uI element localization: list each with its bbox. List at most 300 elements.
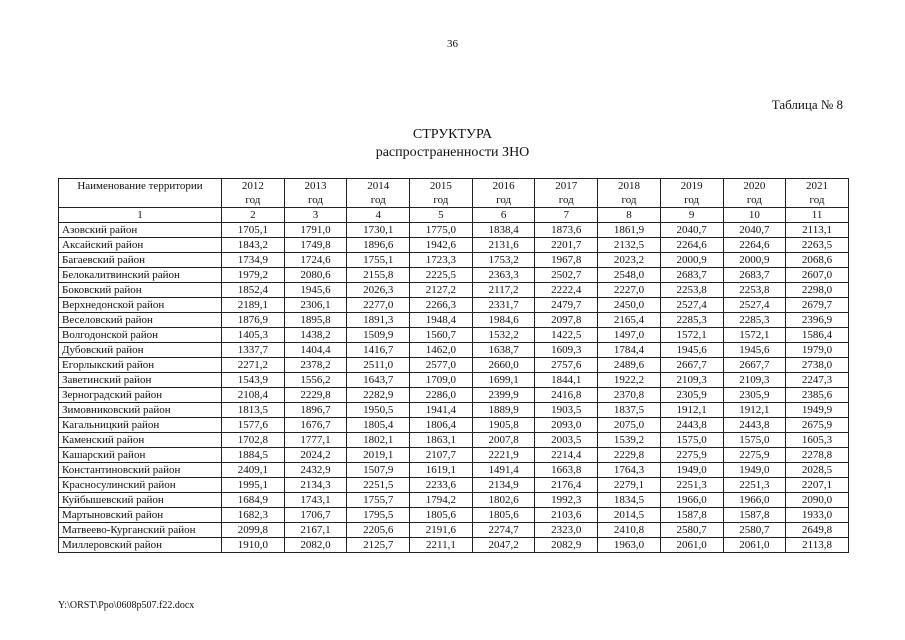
table-cell: 2107,7 [410, 448, 473, 463]
table-cell: 2007,8 [472, 433, 535, 448]
table-cell: 2099,8 [222, 523, 285, 538]
year-suffix: год [809, 194, 825, 206]
table-cell: 1643,7 [347, 373, 410, 388]
table-cell: 1684,9 [222, 493, 285, 508]
table-row [59, 238, 849, 253]
territory-name: Багаевский район [59, 253, 222, 268]
table-cell: 2683,7 [660, 268, 723, 283]
table-cell: 2282,9 [347, 388, 410, 403]
table-cell: 2109,3 [660, 373, 723, 388]
table-cell: 2323,0 [535, 523, 598, 538]
table-cell: 2548,0 [598, 268, 661, 283]
territory-name: Кагальницкий район [59, 418, 222, 433]
table-cell: 1838,4 [472, 223, 535, 238]
table-cell: 1945,6 [723, 343, 786, 358]
table-cell: 1805,6 [472, 508, 535, 523]
table-row [59, 463, 849, 478]
table-cell: 2134,3 [284, 478, 347, 493]
table-cell: 1543,9 [222, 373, 285, 388]
table-cell: 1682,3 [222, 508, 285, 523]
territory-name: Каменский район [59, 433, 222, 448]
table-cell: 2275,9 [723, 448, 786, 463]
year-suffix: год [496, 194, 512, 206]
data-table [58, 178, 849, 553]
table-cell: 2167,1 [284, 523, 347, 538]
table-cell: 2607,0 [786, 268, 849, 283]
territory-name: Волгодонской район [59, 328, 222, 343]
table-row [59, 373, 849, 388]
table-cell: 2134,9 [472, 478, 535, 493]
table-cell: 2278,8 [786, 448, 849, 463]
table-cell: 2416,8 [535, 388, 598, 403]
table-cell: 2090,0 [786, 493, 849, 508]
territory-name: Белокалитвинский район [59, 268, 222, 283]
table-cell: 1992,3 [535, 493, 598, 508]
table-cell: 1723,3 [410, 253, 473, 268]
table-cell: 1784,4 [598, 343, 661, 358]
table-cell: 1802,1 [347, 433, 410, 448]
table-cell: 1933,0 [786, 508, 849, 523]
column-number: 3 [284, 208, 347, 223]
year-header [347, 179, 410, 208]
table-cell: 1941,4 [410, 403, 473, 418]
table-row [59, 388, 849, 403]
column-number: 8 [598, 208, 661, 223]
table-cell: 1749,8 [284, 238, 347, 253]
year-suffix: год [245, 194, 261, 206]
table-cell: 2286,0 [410, 388, 473, 403]
table-cell: 1422,5 [535, 328, 598, 343]
table-cell: 1416,7 [347, 343, 410, 358]
territory-name: Миллеровский район [59, 538, 222, 553]
territory-name: Зимовниковский район [59, 403, 222, 418]
year-suffix: год [558, 194, 574, 206]
table-cell: 1491,4 [472, 463, 535, 478]
column-number: 2 [222, 208, 285, 223]
table-subtitle: распространенности ЗНО [375, 145, 530, 160]
table-cell: 2000,9 [660, 253, 723, 268]
table-cell: 1979,0 [786, 343, 849, 358]
table-cell: 1337,7 [222, 343, 285, 358]
table-row [59, 478, 849, 493]
table-cell: 2279,1 [598, 478, 661, 493]
table-cell: 2233,6 [410, 478, 473, 493]
table-cell: 1861,9 [598, 223, 661, 238]
table-cell: 2132,5 [598, 238, 661, 253]
table-cell: 2247,3 [786, 373, 849, 388]
table-cell: 1912,1 [723, 403, 786, 418]
table-row [59, 403, 849, 418]
table-row [59, 358, 849, 373]
territory-name: Заветинский район [59, 373, 222, 388]
table-cell: 1876,9 [222, 313, 285, 328]
table-cell: 2189,1 [222, 298, 285, 313]
table-cell: 1889,9 [472, 403, 535, 418]
table-cell: 2580,7 [660, 523, 723, 538]
table-cell: 1572,1 [723, 328, 786, 343]
table-cell: 1777,1 [284, 433, 347, 448]
table-row [59, 268, 849, 283]
table-cell: 1795,5 [347, 508, 410, 523]
territory-name: Матвеево-Курганский район [59, 523, 222, 538]
table-cell: 1509,9 [347, 328, 410, 343]
table-cell: 1852,4 [222, 283, 285, 298]
table-row [59, 433, 849, 448]
table-cell: 2271,2 [222, 358, 285, 373]
year-label: 2015 [429, 180, 452, 192]
table-cell: 2409,1 [222, 463, 285, 478]
table-cell: 2251,5 [347, 478, 410, 493]
table-cell: 2117,2 [472, 283, 535, 298]
table-cell: 2061,0 [723, 538, 786, 553]
table-cell: 1755,1 [347, 253, 410, 268]
table-cell: 1884,5 [222, 448, 285, 463]
table-cell: 1834,5 [598, 493, 661, 508]
table-cell: 2176,4 [535, 478, 598, 493]
table-cell: 1497,0 [598, 328, 661, 343]
table-cell: 2225,5 [410, 268, 473, 283]
table-cell: 2443,8 [723, 418, 786, 433]
table-cell: 2399,9 [472, 388, 535, 403]
year-label: 2020 [743, 180, 766, 192]
year-suffix: год [433, 194, 449, 206]
table-cell: 1802,6 [472, 493, 535, 508]
table-cell: 1663,8 [535, 463, 598, 478]
table-cell: 2061,0 [660, 538, 723, 553]
table-cell: 2363,3 [472, 268, 535, 283]
table-cell: 2214,4 [535, 448, 598, 463]
table-cell: 2667,7 [660, 358, 723, 373]
year-label: 2014 [367, 180, 390, 192]
table-cell: 1605,3 [786, 433, 849, 448]
table-cell: 2266,3 [410, 298, 473, 313]
table-cell: 1966,0 [723, 493, 786, 508]
year-label: 2012 [241, 180, 264, 192]
table-cell: 2082,9 [535, 538, 598, 553]
table-cell: 2014,5 [598, 508, 661, 523]
table-cell: 1702,8 [222, 433, 285, 448]
table-cell: 1462,0 [410, 343, 473, 358]
table-cell: 2253,8 [723, 283, 786, 298]
table-row [59, 493, 849, 508]
table-cell: 2432,9 [284, 463, 347, 478]
table-cell: 1863,1 [410, 433, 473, 448]
table-cell: 2109,3 [723, 373, 786, 388]
table-cell: 1532,2 [472, 328, 535, 343]
table-cell: 1730,1 [347, 223, 410, 238]
table-cell: 1912,1 [660, 403, 723, 418]
territory-name: Красносулинский район [59, 478, 222, 493]
table-cell: 1560,7 [410, 328, 473, 343]
column-number: 5 [410, 208, 473, 223]
header-row [59, 179, 849, 208]
table-cell: 2264,6 [723, 238, 786, 253]
table-cell: 1586,4 [786, 328, 849, 343]
table-cell: 2093,0 [535, 418, 598, 433]
table-cell: 1895,8 [284, 313, 347, 328]
column-number: 6 [472, 208, 535, 223]
table-cell: 1587,8 [660, 508, 723, 523]
year-header [786, 179, 849, 208]
table-cell: 2479,7 [535, 298, 598, 313]
year-label: 2018 [617, 180, 640, 192]
table-cell: 1709,0 [410, 373, 473, 388]
table-cell: 2113,1 [786, 223, 849, 238]
year-label: 2019 [680, 180, 703, 192]
footer-file-path: Y:\ORST\Ppo\0608p507.f22.docx [58, 600, 195, 611]
table-row [59, 523, 849, 538]
page-number: 36 [447, 38, 458, 50]
table-cell: 1753,2 [472, 253, 535, 268]
table-cell: 2227,0 [598, 283, 661, 298]
table-cell: 1577,6 [222, 418, 285, 433]
table-cell: 1896,6 [347, 238, 410, 253]
table-cell: 2082,0 [284, 538, 347, 553]
table-cell: 2229,8 [284, 388, 347, 403]
table-cell: 1791,0 [284, 223, 347, 238]
table-cell: 2511,0 [347, 358, 410, 373]
table-row [59, 298, 849, 313]
year-suffix: год [746, 194, 762, 206]
table-cell: 1743,1 [284, 493, 347, 508]
column-number: 11 [786, 208, 849, 223]
year-header [660, 179, 723, 208]
table-cell: 2370,8 [598, 388, 661, 403]
table-cell: 1806,4 [410, 418, 473, 433]
table-cell: 1948,4 [410, 313, 473, 328]
table-cell: 2023,2 [598, 253, 661, 268]
table-cell: 1949,0 [660, 463, 723, 478]
table-row [59, 223, 849, 238]
column-number: 9 [660, 208, 723, 223]
table-cell: 1805,6 [410, 508, 473, 523]
table-cell: 2683,7 [723, 268, 786, 283]
table-cell: 1609,3 [535, 343, 598, 358]
table-cell: 1896,7 [284, 403, 347, 418]
table-cell: 1966,0 [660, 493, 723, 508]
table-cell: 2502,7 [535, 268, 598, 283]
table-cell: 2679,7 [786, 298, 849, 313]
table-cell: 1507,9 [347, 463, 410, 478]
table-cell: 2385,6 [786, 388, 849, 403]
table-row [59, 283, 849, 298]
table-cell: 2108,4 [222, 388, 285, 403]
table-cell: 2274,7 [472, 523, 535, 538]
table-cell: 2660,0 [472, 358, 535, 373]
table-cell: 2221,9 [472, 448, 535, 463]
table-cell: 2251,3 [723, 478, 786, 493]
table-cell: 2264,6 [660, 238, 723, 253]
table-cell: 1949,0 [723, 463, 786, 478]
table-cell: 1775,0 [410, 223, 473, 238]
table-cell: 1699,1 [472, 373, 535, 388]
table-cell: 2738,0 [786, 358, 849, 373]
table-cell: 1922,2 [598, 373, 661, 388]
table-cell: 1837,5 [598, 403, 661, 418]
table-cell: 1950,5 [347, 403, 410, 418]
territory-name: Куйбышевский район [59, 493, 222, 508]
year-header [535, 179, 598, 208]
column-number: 1 [59, 208, 222, 223]
table-cell: 1963,0 [598, 538, 661, 553]
table-cell: 1764,3 [598, 463, 661, 478]
territory-name: Константиновский район [59, 463, 222, 478]
table-cell: 1438,2 [284, 328, 347, 343]
table-cell: 1755,7 [347, 493, 410, 508]
table-cell: 1844,1 [535, 373, 598, 388]
table-cell: 1794,2 [410, 493, 473, 508]
table-cell: 2003,5 [535, 433, 598, 448]
territory-name: Дубовский район [59, 343, 222, 358]
table-cell: 2103,6 [535, 508, 598, 523]
table-cell: 1903,5 [535, 403, 598, 418]
table-cell: 1556,2 [284, 373, 347, 388]
table-cell: 2667,7 [723, 358, 786, 373]
table-cell: 2263,5 [786, 238, 849, 253]
table-cell: 2489,6 [598, 358, 661, 373]
table-cell: 1984,6 [472, 313, 535, 328]
table-cell: 2580,7 [723, 523, 786, 538]
table-cell: 2285,3 [660, 313, 723, 328]
territory-name: Егорлыкский район [59, 358, 222, 373]
territory-name: Боковский район [59, 283, 222, 298]
table-cell: 2649,8 [786, 523, 849, 538]
territory-name: Зерноградский район [59, 388, 222, 403]
table-cell: 2305,9 [723, 388, 786, 403]
table-cell: 1945,6 [660, 343, 723, 358]
table-cell: 1891,3 [347, 313, 410, 328]
territory-name: Кашарский район [59, 448, 222, 463]
table-cell: 2229,8 [598, 448, 661, 463]
year-suffix: год [684, 194, 700, 206]
table-cell: 2277,0 [347, 298, 410, 313]
table-cell: 2306,1 [284, 298, 347, 313]
table-cell: 2410,8 [598, 523, 661, 538]
year-header [472, 179, 535, 208]
territory-name: Верхнедонской район [59, 298, 222, 313]
table-cell: 2127,2 [410, 283, 473, 298]
table-cell: 1587,8 [723, 508, 786, 523]
table-cell: 2207,1 [786, 478, 849, 493]
year-label: 2021 [806, 180, 829, 192]
table-cell: 2211,1 [410, 538, 473, 553]
table-cell: 2080,6 [284, 268, 347, 283]
territory-name: Веселовский район [59, 313, 222, 328]
table-cell: 2165,4 [598, 313, 661, 328]
year-header [598, 179, 661, 208]
table-cell: 1575,0 [660, 433, 723, 448]
table-cell: 1619,1 [410, 463, 473, 478]
table-row [59, 253, 849, 268]
table-cell: 2191,6 [410, 523, 473, 538]
territory-header: Наименование территории [59, 179, 222, 208]
table-cell: 1705,1 [222, 223, 285, 238]
table-cell: 2396,9 [786, 313, 849, 328]
territory-name: Аксайский район [59, 238, 222, 253]
year-header [222, 179, 285, 208]
table-cell: 1676,7 [284, 418, 347, 433]
table-cell: 1967,8 [535, 253, 598, 268]
table-row [59, 418, 849, 433]
table-row [59, 328, 849, 343]
table-cell: 1724,6 [284, 253, 347, 268]
table-cell: 1638,7 [472, 343, 535, 358]
table-cell: 1949,9 [786, 403, 849, 418]
table-row [59, 508, 849, 523]
table-cell: 2113,8 [786, 538, 849, 553]
table-cell: 1843,2 [222, 238, 285, 253]
table-cell: 2298,0 [786, 283, 849, 298]
table-cell: 2019,1 [347, 448, 410, 463]
table-cell: 2222,4 [535, 283, 598, 298]
year-label: 2017 [555, 180, 578, 192]
table-cell: 1942,6 [410, 238, 473, 253]
table-cell: 2285,3 [723, 313, 786, 328]
table-cell: 2097,8 [535, 313, 598, 328]
table-cell: 1910,0 [222, 538, 285, 553]
table-cell: 1539,2 [598, 433, 661, 448]
table-cell: 1405,3 [222, 328, 285, 343]
table-cell: 2527,4 [660, 298, 723, 313]
table-cell: 2075,0 [598, 418, 661, 433]
table-cell: 1734,9 [222, 253, 285, 268]
column-number-row [59, 208, 849, 223]
table-cell: 2527,4 [723, 298, 786, 313]
table-cell: 2068,6 [786, 253, 849, 268]
year-suffix: год [308, 194, 324, 206]
table-cell: 2253,8 [660, 283, 723, 298]
column-number: 7 [535, 208, 598, 223]
table-row [59, 538, 849, 553]
table-cell: 1979,2 [222, 268, 285, 283]
table-cell: 1404,4 [284, 343, 347, 358]
table-cell: 2155,8 [347, 268, 410, 283]
table-cell: 1905,8 [472, 418, 535, 433]
table-cell: 1873,6 [535, 223, 598, 238]
table-cell: 2026,3 [347, 283, 410, 298]
year-suffix: год [621, 194, 637, 206]
table-cell: 2131,6 [472, 238, 535, 253]
table-cell: 1706,7 [284, 508, 347, 523]
table-cell: 2205,6 [347, 523, 410, 538]
column-number: 10 [723, 208, 786, 223]
year-header [723, 179, 786, 208]
table-cell: 1572,1 [660, 328, 723, 343]
table-cell: 2000,9 [723, 253, 786, 268]
table-cell: 2028,5 [786, 463, 849, 478]
table-cell: 2201,7 [535, 238, 598, 253]
table-cell: 1813,5 [222, 403, 285, 418]
table-row [59, 343, 849, 358]
table-cell: 2331,7 [472, 298, 535, 313]
table-cell: 1575,0 [723, 433, 786, 448]
column-number: 4 [347, 208, 410, 223]
table-cell: 1995,1 [222, 478, 285, 493]
table-cell: 2675,9 [786, 418, 849, 433]
table-cell: 2577,0 [410, 358, 473, 373]
table-cell: 2251,3 [660, 478, 723, 493]
table-cell: 2450,0 [598, 298, 661, 313]
table-cell: 2040,7 [723, 223, 786, 238]
table-row [59, 313, 849, 328]
year-label: 2013 [304, 180, 327, 192]
table-cell: 1805,4 [347, 418, 410, 433]
table-row [59, 448, 849, 463]
table-number: Таблица № 8 [771, 97, 843, 112]
year-label: 2016 [492, 180, 515, 192]
table-cell: 2275,9 [660, 448, 723, 463]
territory-name: Мартыновский район [59, 508, 222, 523]
